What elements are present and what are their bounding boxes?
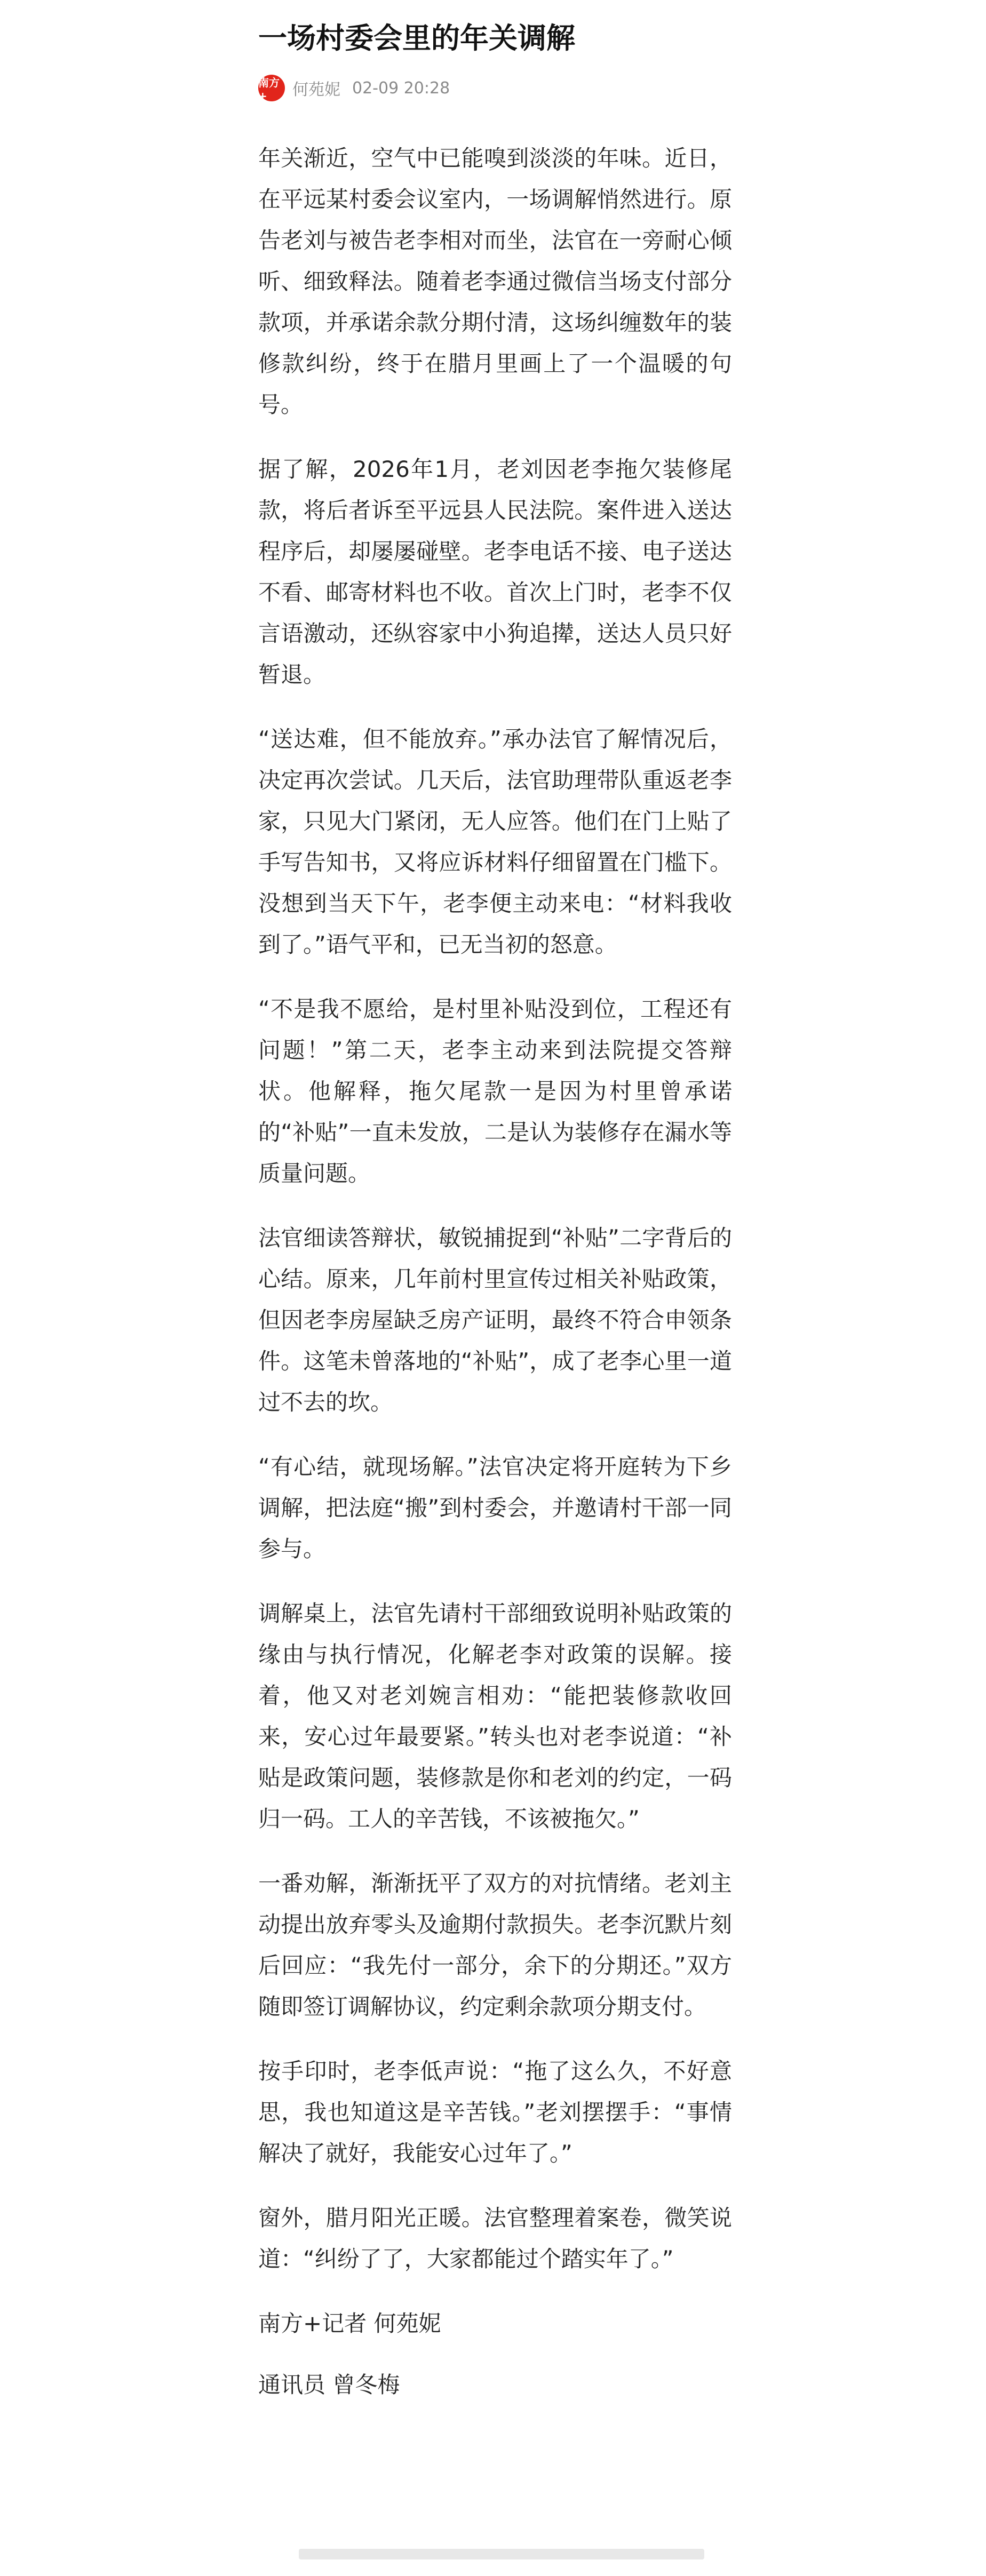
article [258, 19, 732, 2426]
article-title: 一场村委会里的年关调解 [258, 21, 575, 55]
paragraph: “送达难，但不能放弃。”承办法官了解情况后，决定再次尝试。几天后，法官助理带队重返老李家，只见大门紧闭，无人应答。他们在门上贴了手写告知书，又将应诉材料仔细留置在门槛下。没想到当天下午，老李便主动来电：“材料我收到了。”语气平和，已无当初的怒意。 [258, 726, 732, 958]
paragraph: “不是我不愿给，是村里补贴没到位，工程还有问题！”第二天，老李主动来到法院提交答辩状。他解释，拖欠尾款一是因为村里曾承诺的“补贴”一直未发放，二是认为装修存在漏水等质量问题。 [258, 996, 732, 1186]
correspondent-credit: 通讯员 曾冬梅 [258, 2372, 400, 2398]
reporter-credit: 南方+记者 何苑妮 [258, 2310, 441, 2336]
article-body [258, 138, 732, 2405]
paragraph: 按手印时，老李低声说：“拖了这么久，不好意思，我也知道这是辛苦钱。”老刘摆摆手：“事情解决了就好，我能安心过年了。” [258, 2058, 732, 2166]
paragraph: 一番劝解，渐渐抚平了双方的对抗情绪。老刘主动提出放弃零头及逾期付款损失。老李沉默片刻后回应：“我先付一部分，余下的分期还。”双方随即签订调解协议，约定剩余款项分期支付。 [258, 1870, 732, 2020]
avatar-logo-text: 南方+ [258, 76, 280, 101]
truncated-text-line [299, 2549, 704, 2559]
author-name[interactable]: 何苑妮 [292, 81, 340, 99]
author-avatar[interactable] [258, 75, 285, 101]
paragraph: 年关渐近，空气中已能嗅到淡淡的年味。近日，在平远某村委会议室内，一场调解悄然进行。原告老刘与被告老李相对而坐，法官在一旁耐心倾听、细致释法。随着老李通过微信当场支付部分款项，并承诺余款分期付清，这场纠缠数年的装修款纠纷，终于在腊月里画上了一个温暖的句号。 [258, 145, 732, 418]
publish-time: 02-09 20:28 [352, 78, 450, 98]
paragraph: 据了解，2026年1月，老刘因老李拖欠装修尾款，将后者诉至平远县人民法院。案件进入送达程序后，却屡屡碰壁。老李电话不接、电子送达不看、邮寄材料也不收。首次上门时，老李不仅言语激动，还纵容家中小狗追撵，送达人员只好暂退。 [258, 456, 732, 688]
paragraph: 法官细读答辩状，敏锐捕捉到“补贴”二字背后的心结。原来，几年前村里宣传过相关补贴政策，但因老李房屋缺乏房产证明，最终不符合申领条件。这笔未曾落地的“补贴”，成了老李心里一道过不去的坎。 [258, 1225, 732, 1415]
paragraph: “有心结，就现场解。”法官决定将开庭转为下乡调解，把法庭“搬”到村委会，并邀请村干部一同参与。 [258, 1454, 732, 1562]
paragraph: 调解桌上，法官先请村干部细致说明补贴政策的缘由与执行情况，化解老李对政策的误解。接着，他又对老刘婉言相劝：“能把装修款收回来，安心过年最要紧。”转头也对老李说道：“补贴是政策问题，装修款是你和老刘的约定，一码归一码。工人的辛苦钱，不该被拖欠。” [258, 1600, 732, 1832]
paragraph: 窗外，腊月阳光正暖。法官整理着案卷，微笑说道：“纠纷了了，大家都能过个踏实年了。” [258, 2205, 732, 2272]
article-meta [258, 74, 732, 102]
